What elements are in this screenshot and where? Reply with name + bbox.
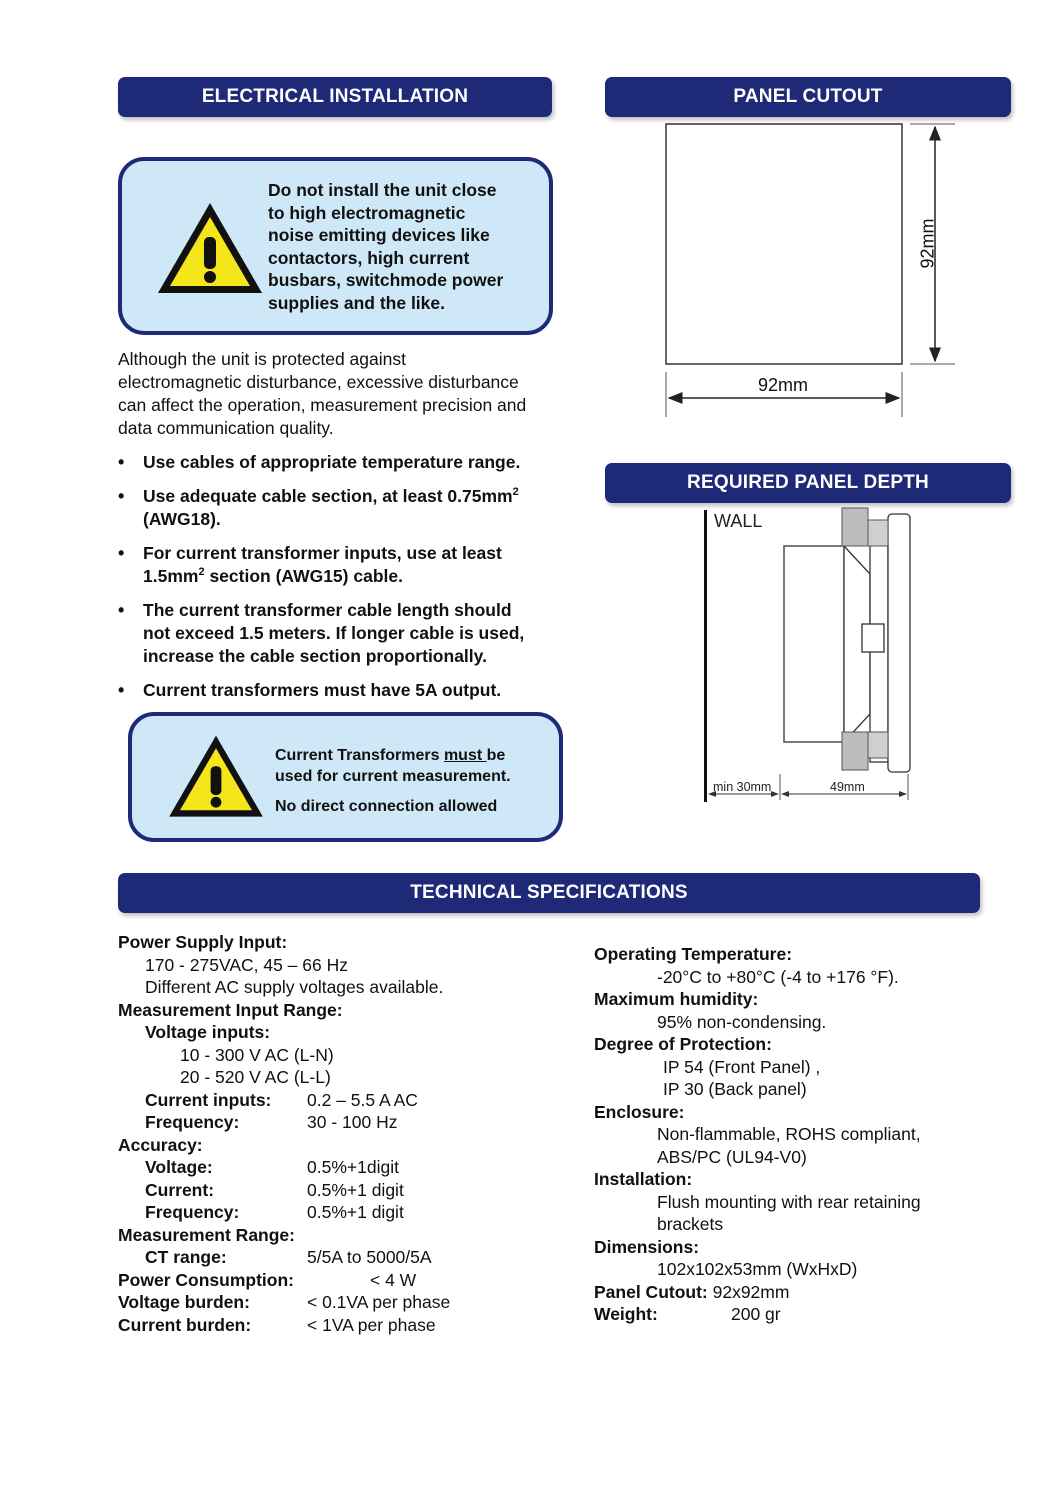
panel-cutout-heading [605, 77, 1011, 117]
panel-cutout-title: PANEL CUTOUT [733, 86, 883, 107]
electrical-installation-title: ELECTRICAL INSTALLATION [201, 86, 469, 107]
wall-line [704, 510, 707, 802]
emi-warning-box [118, 157, 553, 335]
cutout-square [666, 124, 902, 364]
retaining-bracket-top [842, 508, 868, 546]
cutout-height-label: 92mm [917, 218, 938, 269]
device-depth-label: 49mm [830, 780, 865, 794]
panel-depth-heading [605, 463, 1011, 503]
emi-warning-text: Do not install the unit close to high electromagnetic noise emitting devices like contactors, high current busbars, switchmode power supplies and the like. [268, 180, 504, 313]
ct-warning-text: Current Transformers must be used for current measurement. No direct connection allowed [275, 747, 511, 815]
emi-paragraph: Although the unit is protected against electromagnetic disturbance, excessive disturbance can affect the operation, measurement precision and data communication quality. [118, 349, 527, 438]
list-item: • Use cables of appropriate temperature range. [118, 451, 588, 474]
retaining-bracket-bottom [842, 732, 868, 770]
warning-triangle-icon [164, 732, 268, 822]
list-item: • Use adequate cable section, at least $0.75mm^2$ (AWG18). [118, 485, 588, 531]
list-item: • Current transformers must have 5A output. [118, 679, 588, 702]
ct-warning-box [128, 712, 563, 842]
panel-depth-title: REQUIRED PANEL DEPTH [687, 472, 929, 493]
wall-label: WALL [714, 511, 763, 531]
panel-depth-diagram [690, 504, 930, 804]
cutout-width-label: 92mm [757, 375, 808, 395]
tech-specs-heading [118, 873, 980, 913]
specs-left-column: Power Supply Input: 170 - 275VAC, 45 – 66 Hz Different AC supply voltages available. Measurement Input Range: Voltage inputs: 10 - 300 V AC (L-N) 20 - 520 V AC (L-L) Current inputs: 0.2 – 5.5 A AC Frequency: 30 - 100 Hz Accuracy: Voltage: 0.5%+1digit Current: 0.5%+1 digit Frequency: 0.5%+1 digit Measurement Range: CT range: 5/5A to 5000/5A Power Consumption: < 4 W Voltage burden: < 0.1VA per phase Current burden: < 1VA per phase [118, 932, 451, 1335]
list-item: • For current transformer inputs, use at least $1.5mm^2$ section (AWG15) cable. [118, 542, 588, 588]
device-body [784, 546, 844, 742]
terminal-window [862, 624, 884, 652]
list-item: • The current transformer cable length should not exceed 1.5 meters. If longer cable is used, increase the cable section proportionally. [118, 599, 588, 668]
warning-triangle-icon [154, 199, 266, 299]
min-depth-label: min 30mm [713, 780, 772, 794]
cable-requirements-list [118, 451, 588, 713]
specs-right-column: Operating Temperature: -20°C to +80°C (-4 to +176 °F). Maximum humidity: 95% non-condensing. Degree of Protection: IP 54 (Front Panel) , IP 30 (Back panel) Enclosure: Non-flammable, ROHS compliant, ABS/PC (UL94-V0) Installation: Flush mounting with rear retaining brackets Dimensions: 102x102x53mm (WxHxD) Panel Cutout: 92x92mm Weight: 200 gr [594, 944, 921, 1324]
electrical-installation-heading [118, 77, 552, 117]
tech-specs-title: TECHNICAL SPECIFICATIONS [410, 882, 688, 903]
